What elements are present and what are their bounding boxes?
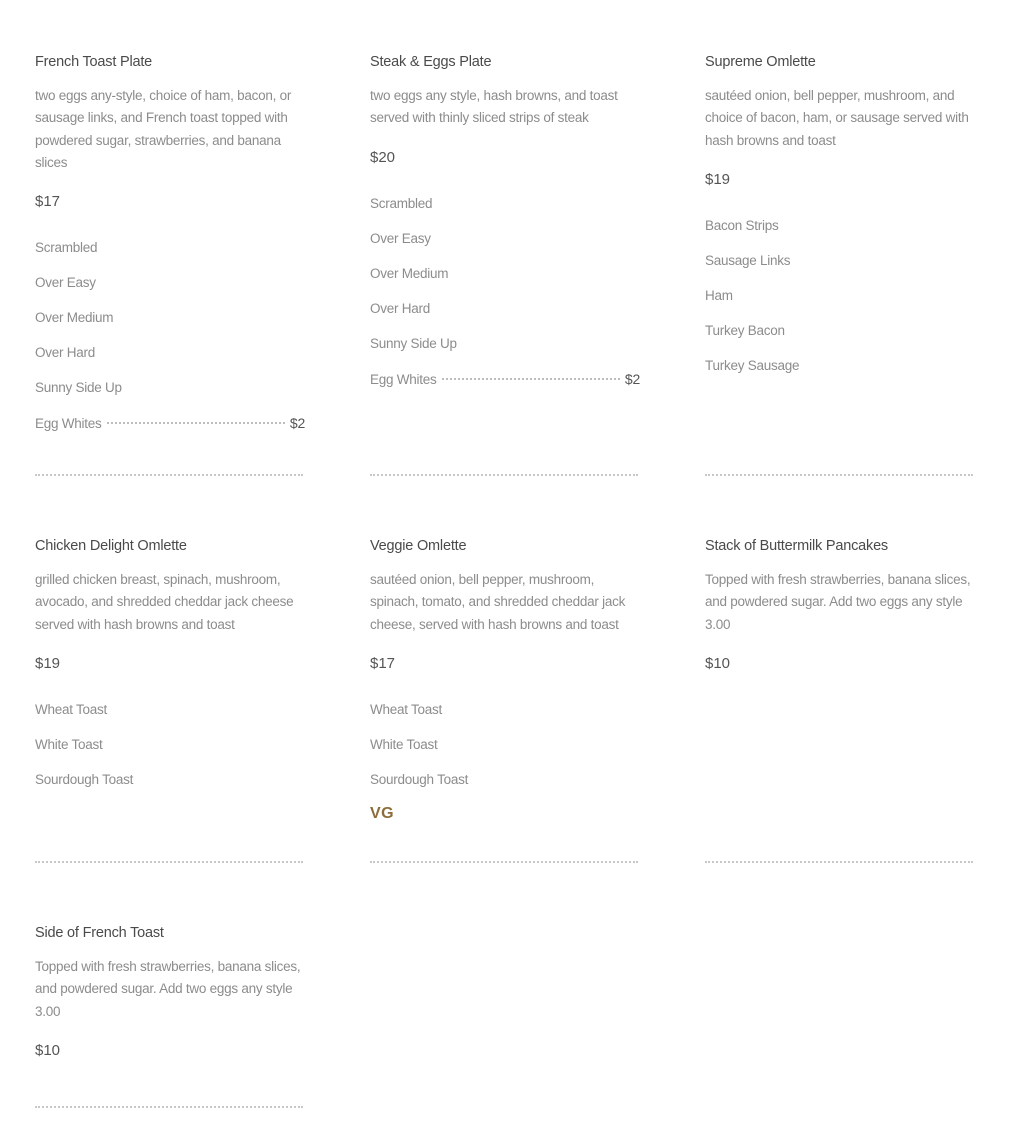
option-over-easy[interactable] [35, 273, 305, 293]
option-label: Over Hard [35, 345, 96, 361]
option-label: Ham [705, 287, 733, 303]
option-over-easy[interactable] [370, 229, 640, 249]
option-sourdough-toast[interactable] [35, 770, 305, 790]
item-description: two eggs any style, hash browns, and toast served with thinly sliced strips of steak [370, 88, 618, 126]
item-separator [35, 474, 303, 476]
item-price: $20 [370, 148, 396, 166]
option-label: Egg Whites [35, 416, 102, 432]
menu-item-steak-eggs-plate[interactable] [370, 52, 640, 405]
item-price: $10 [35, 1041, 61, 1059]
menu-item-side-of-french-toast[interactable] [35, 923, 305, 1061]
item-price: $17 [35, 193, 61, 211]
option-price: $2 [289, 415, 305, 432]
option-sunny-side-up[interactable] [35, 378, 305, 398]
item-description: Topped with fresh strawberries, banana slices, and powdered sugar. Add two eggs any style 3.00 [35, 959, 301, 1019]
item-description: two eggs any-style, choice of ham, bacon, or sausage links, and French toast topped with powdered sugar, strawberries, and banana slices [35, 88, 292, 170]
option-turkey-bacon[interactable] [705, 321, 975, 341]
option-label: Sausage Links [705, 252, 791, 268]
option-over-medium[interactable] [35, 308, 305, 328]
option-white-toast[interactable] [370, 735, 640, 755]
option-label: White Toast [370, 736, 438, 752]
option-ham[interactable] [705, 286, 975, 306]
item-price: $19 [35, 654, 61, 672]
dot-leader [107, 422, 285, 424]
item-description: Topped with fresh strawberries, banana slices, and powdered sugar. Add two eggs any style 3.00 [705, 572, 971, 632]
option-list [705, 216, 975, 376]
dot-leader [442, 378, 620, 380]
item-title: Stack of Buttermilk Pancakes [705, 538, 888, 554]
option-over-hard[interactable] [370, 299, 640, 319]
item-description: sautéed onion, bell pepper, mushroom, and choice of bacon, ham, or sausage served with hash browns and toast [705, 88, 969, 148]
item-price: $19 [705, 170, 731, 188]
option-scrambled[interactable] [35, 238, 305, 258]
option-over-medium[interactable] [370, 264, 640, 284]
item-title: Steak & Eggs Plate [370, 54, 492, 70]
option-wheat-toast[interactable] [35, 700, 305, 720]
option-sourdough-toast[interactable] [370, 770, 640, 790]
option-label: Sourdough Toast [35, 771, 134, 787]
menu-item-chicken-delight-omlette[interactable] [35, 536, 305, 805]
menu-item-buttermilk-pancakes[interactable] [705, 536, 975, 674]
item-separator [35, 861, 303, 863]
option-price: $2 [624, 370, 640, 387]
option-label: Turkey Sausage [705, 357, 800, 373]
option-wheat-toast[interactable] [370, 700, 640, 720]
item-price: $17 [370, 654, 396, 672]
option-scrambled[interactable] [370, 194, 640, 214]
option-list [370, 700, 640, 790]
item-title: Veggie Omlette [370, 538, 467, 554]
item-separator [370, 474, 638, 476]
option-list [35, 700, 305, 790]
option-white-toast[interactable] [35, 735, 305, 755]
option-label: Bacon Strips [705, 217, 779, 233]
option-label: Scrambled [370, 195, 433, 211]
option-label: Scrambled [35, 240, 98, 256]
option-bacon-strips[interactable] [705, 216, 975, 236]
option-egg-whites[interactable] [370, 369, 640, 390]
option-label: Sunny Side Up [35, 380, 122, 396]
option-label: Wheat Toast [370, 701, 443, 717]
item-separator [35, 1106, 303, 1108]
item-title: French Toast Plate [35, 54, 153, 70]
option-list [35, 238, 305, 434]
option-list [370, 194, 640, 390]
option-label: White Toast [35, 736, 103, 752]
option-label: Over Hard [370, 300, 431, 316]
option-sausage-links[interactable] [705, 251, 975, 271]
item-separator [370, 861, 638, 863]
option-label: Turkey Bacon [705, 322, 785, 338]
menu-item-french-toast-plate[interactable] [35, 52, 305, 449]
option-label: Wheat Toast [35, 701, 108, 717]
menu-item-supreme-omlette[interactable] [705, 52, 975, 391]
item-separator [705, 474, 973, 476]
item-description: sautéed onion, bell pepper, mushroom, spinach, tomato, and shredded cheddar jack cheese, served with hash browns and toast [370, 572, 626, 632]
option-label: Over Medium [35, 310, 114, 326]
option-label: Over Medium [370, 265, 449, 281]
item-separator [705, 861, 973, 863]
item-title: Supreme Omlette [705, 54, 816, 70]
option-label: Egg Whites [370, 371, 437, 387]
option-sunny-side-up[interactable] [370, 334, 640, 354]
option-turkey-sausage[interactable] [705, 356, 975, 376]
item-title: Chicken Delight Omlette [35, 538, 187, 554]
option-label: Sunny Side Up [370, 335, 457, 351]
item-title: Side of French Toast [35, 925, 164, 941]
option-egg-whites[interactable] [35, 413, 305, 434]
item-description: grilled chicken breast, spinach, mushroom, avocado, and shredded cheddar jack cheese served with hash browns and toast [35, 572, 294, 632]
option-label: Over Easy [370, 230, 431, 246]
menu-item-veggie-omlette[interactable] [370, 536, 640, 823]
option-label: Sourdough Toast [370, 771, 469, 787]
item-price: $10 [705, 654, 731, 672]
option-over-hard[interactable] [35, 343, 305, 363]
option-label: Over Easy [35, 275, 96, 291]
vegetarian-badge: VG [370, 804, 395, 822]
